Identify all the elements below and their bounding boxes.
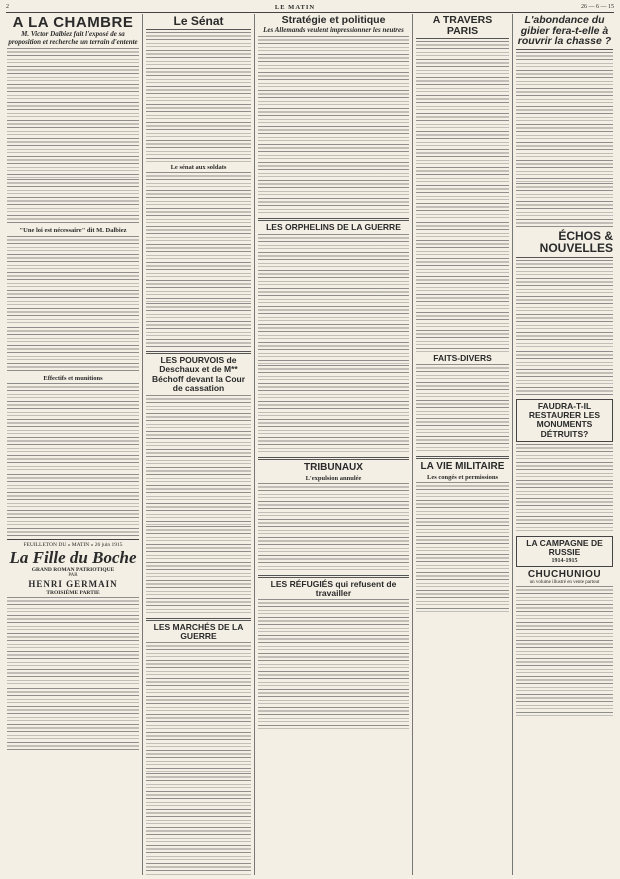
feuilleton-label: FEUILLETON DU « MATIN » 26 juin 1915 [23,541,123,548]
divider [516,49,613,50]
chuchuniou-sub: un volume illustré en vente partout [529,579,600,585]
chambre-section-heading: Effectifs et munitions [43,374,103,382]
divider [258,575,409,578]
orphelins-heading: LES ORPHELINS DE LA GUERRE [266,222,401,233]
article-text [258,599,409,729]
russie-years: 1914-1915 [551,557,578,564]
article-text [516,260,613,350]
divider [258,457,409,460]
column-2 [142,14,254,875]
divider [258,218,409,221]
feuilleton [7,539,139,750]
article-text [7,48,139,178]
vie-militaire-subheading: Les congés et permissions [427,474,498,482]
feuilleton-text [7,688,139,750]
marches-heading: LES MARCHÉS DE LA GUERRE [153,621,244,641]
article-text [146,303,251,349]
article-text [7,327,139,373]
divider [146,351,251,354]
feuilleton-text [7,597,139,687]
senat-section-heading: Le sénat aux soldats [170,164,227,171]
divider [516,257,613,258]
strategie-headline: Stratégie et politique [281,14,386,26]
article-text [146,526,251,616]
divider [146,618,251,621]
article-text [258,365,409,455]
chambre-section-heading: "Une loi est nécessaire" dit M. Dalbiez [19,227,127,235]
article-text [7,179,139,225]
russie-advert: LA CAMPAGNE DE RUSSIE [526,538,603,558]
article-text [146,642,251,772]
faits-divers-heading: FAITS-DIVERS [433,353,492,363]
article-text [416,41,509,221]
article-text [416,482,509,612]
divider [146,29,251,30]
article-text [146,32,251,162]
article-text [146,172,251,302]
article-text [146,773,251,875]
article-text [258,36,409,216]
article-text [516,444,613,534]
article-text [516,52,613,182]
chuchuniou-advert: CHUCHUNIOU [527,568,602,580]
strategie-subtitle: Les Allemands veulent impressionner les neutres [263,25,404,34]
issue-date: 26 — 6 — 15 [580,4,614,10]
article-text [516,183,613,229]
paris-headline: A TRAVERS PARIS [432,14,493,37]
tribunaux-subheading: L'expulsion annulée [305,474,362,482]
article-text [146,395,251,525]
newspaper-name: LE MATIN [274,3,316,11]
divider [416,456,509,459]
article-text [516,586,613,716]
column-4 [412,14,512,875]
vie-militaire-heading: LA VIE MILITAIRE [420,461,505,473]
echos-heading: ÉCHOS & NOUVELLES [539,228,613,256]
article-text [416,364,509,454]
refugies-heading: LES RÉFUGIÉS qui refusent de travailler [270,578,397,599]
feuilleton-kicker: GRAND ROMAN PATRIOTIQUE [31,566,115,573]
article-text [7,383,139,473]
monuments-advert: FAUDRA-T-IL RESTAURER LES MONUMENTS DÉTRUITS? [528,400,601,439]
page-header [6,2,614,13]
senat-headline: Le Sénat [173,14,224,28]
advert-box [516,536,613,567]
feuilleton-part: TROISIÈME PARTIE [46,589,100,596]
pourvois-heading: LES POURVOIS de Deschaux et de M** Béchoff devant la Cour de cassation [151,355,246,394]
article-text [7,474,139,536]
article-text [516,351,613,397]
article-text [7,236,139,326]
page-number: 2 [6,4,9,10]
advert-box [516,399,613,442]
column-1 [4,14,142,875]
article-text [258,483,409,573]
feuilleton-par: PAR [68,572,78,578]
article-text [416,222,509,352]
chambre-headline: A LA CHAMBRE [12,14,134,31]
chambre-subtitle: M. Victor Dalbiez fait l'exposé de sa proposition et recherche un terrain d'entente [8,30,138,46]
divider [416,38,509,39]
article-text [258,234,409,364]
column-5 [512,14,616,875]
tribunaux-heading: TRIBUNAUX [304,461,363,473]
feuilleton-author: HENRI GERMAIN [28,578,118,589]
feuilleton-title: La Fille du Boche [9,547,137,567]
column-3 [254,14,412,875]
gibier-headline: L'abondance du gibier fera-t-elle à rouvrir la chasse ? [517,14,612,47]
